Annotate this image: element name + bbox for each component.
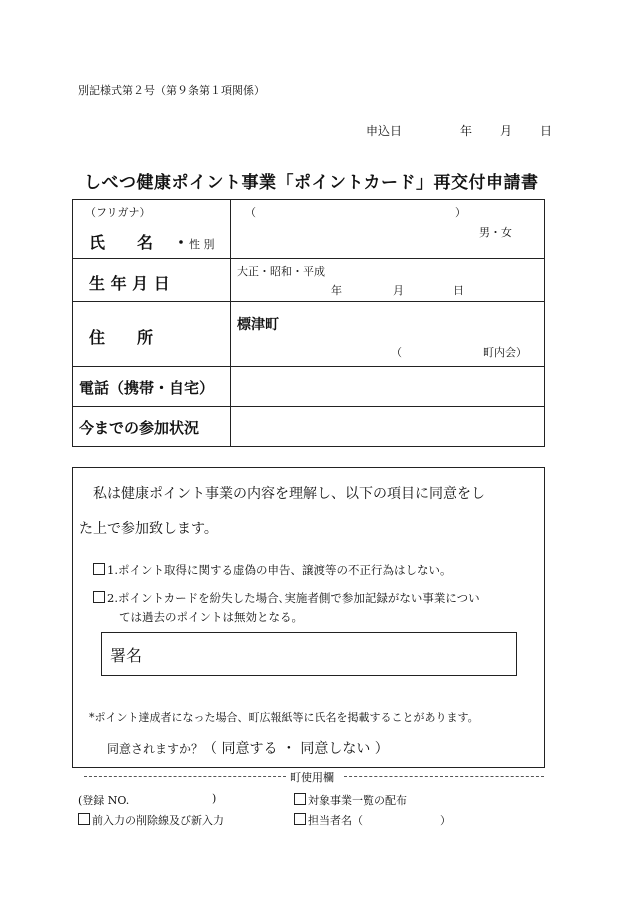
town-name: 標津町 — [237, 317, 279, 333]
furigana-label: （フリガナ） — [85, 206, 151, 219]
strike-entry-label: 前入力の削除線及び新入力 — [92, 814, 224, 827]
gender-options[interactable]: 男・女 — [479, 226, 512, 239]
neighborhood-paren-open: （ — [391, 346, 402, 359]
agreement-item-1-text: 1.ポイント取得に関する虚偽の申告、譲渡等の不正行為はしない。 — [107, 563, 452, 577]
neighborhood-suffix: 町内会） — [483, 346, 527, 359]
signature-field[interactable] — [101, 632, 517, 676]
event-list-option — [294, 792, 407, 808]
birth-day-label: 日 — [453, 284, 464, 297]
checkbox-icon[interactable] — [78, 813, 90, 825]
consent-question: 同意されますか？ — [107, 742, 204, 756]
agreement-item-2-text: 2.ポイントカードを紛失した場合､実施者側で参加記録がない事業につい — [107, 591, 480, 605]
event-list-label: 対象事業一覧の配布 — [308, 794, 407, 807]
table-row-divider — [73, 366, 544, 367]
birth-month-label: 月 — [393, 284, 404, 297]
strike-entry-option — [78, 812, 224, 828]
birthdate-label: 生 年 月 日 — [89, 274, 170, 293]
signature-label: 署名 — [110, 646, 143, 665]
office-use-header: 町使用欄 — [290, 771, 334, 784]
registration-number-close: ) — [212, 792, 217, 805]
birth-year-label: 年 — [331, 284, 342, 297]
furigana-paren-close: ） — [455, 206, 466, 219]
office-use-divider-left — [84, 776, 286, 777]
table-row-divider — [73, 301, 544, 302]
page-title: しべつ健康ポイント事業「ポイントカード」再交付申請書 — [84, 173, 539, 193]
agreement-item-1 — [93, 562, 451, 578]
staff-name-close: ） — [440, 814, 451, 827]
checkbox-icon[interactable] — [93, 591, 105, 603]
agreement-item-2 — [93, 590, 480, 606]
name-label: 氏 名 — [89, 233, 154, 252]
checkbox-icon[interactable] — [93, 563, 105, 575]
gender-separator: ・ — [173, 233, 190, 252]
application-month: 月 — [500, 124, 513, 138]
table-row-divider — [73, 258, 544, 259]
office-use-divider-right — [344, 776, 544, 777]
application-day: 日 — [540, 124, 553, 138]
consent-options[interactable]: （ 同意する ・ 同意しない ） — [203, 741, 389, 757]
gender-label: 性 別 — [189, 238, 215, 251]
agreement-item-2-continued: ては過去のポイントは無効となる。 — [119, 610, 303, 624]
agreement-intro-line2: た上で参加致します。 — [79, 521, 218, 537]
agreement-intro-line1: 私は健康ポイント事業の内容を理解し、以下の項目に同意をし — [93, 486, 485, 502]
application-date-label: 申込日 — [366, 124, 403, 138]
staff-name-option — [294, 812, 363, 828]
form-number: 別記様式第２号（第９条第１項関係） — [78, 84, 265, 97]
agreement-box — [72, 467, 545, 768]
era-options[interactable]: 大正・昭和・平成 — [237, 265, 325, 278]
address-label: 住 所 — [89, 328, 154, 347]
furigana-paren-open: （ — [245, 206, 256, 219]
table-column-divider — [230, 200, 231, 446]
checkbox-icon[interactable] — [294, 813, 306, 825]
table-row-divider — [73, 406, 544, 407]
applicant-table — [72, 199, 545, 447]
registration-number-label: (登録 NO. — [78, 794, 130, 807]
participation-label: 今までの参加状況 — [79, 419, 200, 437]
phone-label: 電話（携帯・自宅） — [79, 379, 215, 397]
staff-name-label: 担当者名（ — [308, 814, 363, 827]
publication-note: *ポイント達成者になった場合、町広報紙等に氏名を掲載することがあります。 — [89, 711, 479, 724]
application-year: 年 — [460, 124, 473, 138]
checkbox-icon[interactable] — [294, 793, 306, 805]
